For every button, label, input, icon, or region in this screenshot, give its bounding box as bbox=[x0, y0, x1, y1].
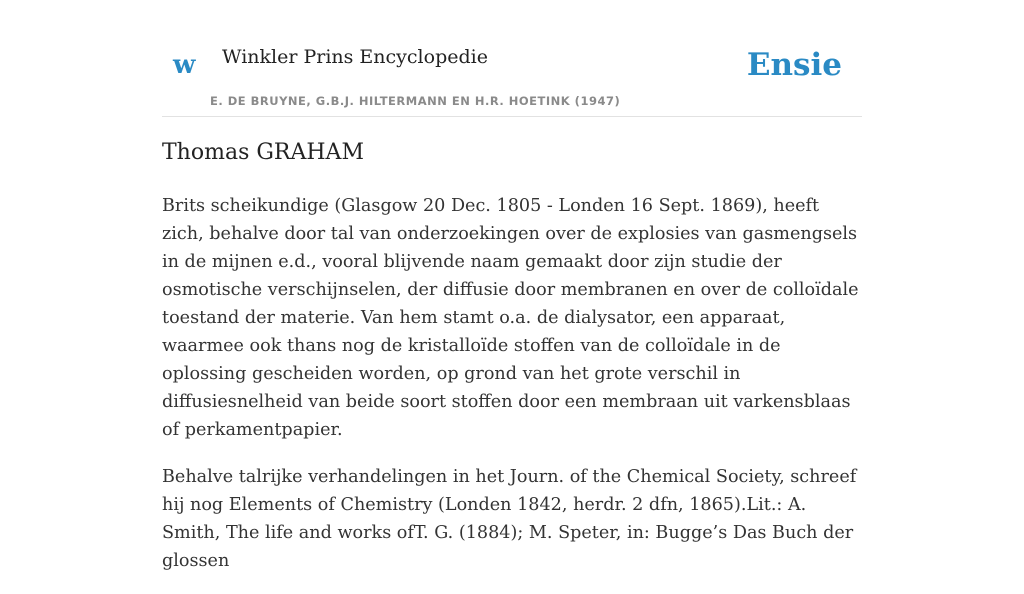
entry-paragraph: Brits scheikundige (Glasgow 20 Dec. 1805 - Londen 16 Sept. 1869), heeft zich, behalve door tal van onderzoekingen over de explosies van gasmengsels in de mijnen e.d., vooral blijvende naam gemaakt door zijn studie der osmotische verschijnselen, der diffusie door membranen en over de colloïdale toestand der materie. Van hem stamt o.a. de dialysator, een apparaat, waarmee ook thans nog de kristalloïde stoffen van de colloïdale in de oplossing gescheiden worden, op grond van het grote verschil in diffusiesnelheid van beide soort stoffen door een membraan uit varkensblaas of perkamentpapier. bbox=[162, 196, 859, 440]
header bbox=[162, 0, 862, 117]
entry-title: Thomas GRAHAM bbox=[162, 140, 364, 165]
ensie-brand-link[interactable]: Ensie bbox=[746, 47, 842, 83]
page bbox=[162, 0, 862, 571]
entry-paragraph: Behalve talrijke verhandelingen in het Journ. of the Chemical Society, schreef hij nog Elements of Chemistry (Londen 1842, herdr. 2 dfn, 1865).Lit.: A. Smith, The life and works ofT. G. (1884); M. Speter, in: Bugge’s Das Buch der glossen bbox=[162, 467, 857, 571]
work-authors: E. DE BRUYNE, G.B.J. HILTERMANN EN H.R. HOETINK (1947) bbox=[210, 94, 621, 108]
encyclopedia-logo-icon[interactable]: w bbox=[173, 50, 196, 80]
work-title[interactable]: Winkler Prins Encyclopedie bbox=[222, 46, 488, 68]
entry-body bbox=[162, 192, 862, 594]
